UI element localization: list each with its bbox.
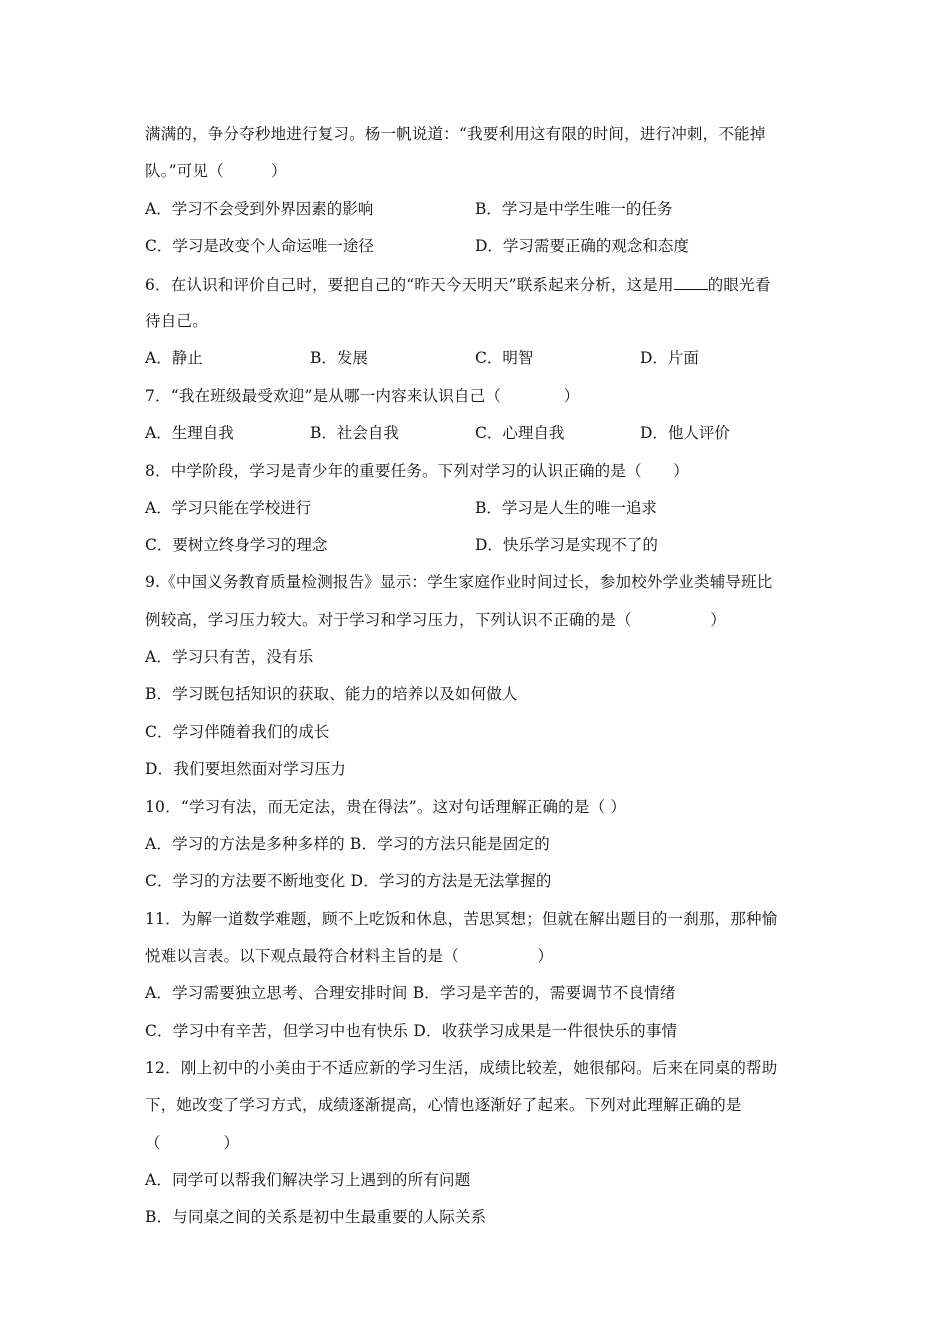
q11-options-cd: C．学习中有辛苦，但学习中也有快乐 D．收获学习成果是一件很快乐的事情 bbox=[145, 1022, 678, 1040]
q5-option-c: C．学习是改变个人命运唯一途径 bbox=[145, 237, 374, 255]
q12-option-b: B．与同桌之间的关系是初中生最重要的人际关系 bbox=[145, 1208, 487, 1226]
q8-option-a: A．学习只能在学校进行 bbox=[145, 499, 312, 517]
q8-stem-line-1: 8．中学阶段，学习是青少年的重要任务。下列对学习的认识正确的是（ ） bbox=[145, 462, 689, 480]
q5-stem-line-2: 队。”可见（ ） bbox=[145, 162, 287, 180]
q12-stem-line-3: （ ） bbox=[145, 1134, 240, 1152]
q7-option-c: C．心理自我 bbox=[475, 424, 565, 442]
q10-stem-line-1: 10．“学习有法，而无定法，贵在得法”。这对句话理解正确的是（ ） bbox=[145, 798, 627, 816]
q6-option-a: A．静止 bbox=[145, 349, 203, 367]
q7-option-d: D．他人评价 bbox=[640, 424, 730, 442]
q8-option-d: D．快乐学习是实现不了的 bbox=[475, 536, 658, 554]
q12-option-a: A．同学可以帮我们解决学习上遇到的所有问题 bbox=[145, 1171, 471, 1189]
q5-option-b: B．学习是中学生唯一的任务 bbox=[475, 200, 673, 218]
q7-option-a: A．生理自我 bbox=[145, 424, 234, 442]
q9-option-a: A．学习只有苦，没有乐 bbox=[145, 648, 314, 666]
q10-options-cd: C．学习的方法要不断地变化 D．学习的方法是无法掌握的 bbox=[145, 872, 552, 890]
q9-stem-line-2: 例较高，学习压力较大。对于学习和学习压力，下列认识不正确的是（ ） bbox=[145, 611, 726, 629]
q6-fill-blank bbox=[674, 274, 708, 290]
q7-stem-line-1: 7．“我在班级最受欢迎”是从哪一内容来认识自己（ ） bbox=[145, 387, 580, 405]
q7-option-b: B．社会自我 bbox=[310, 424, 399, 442]
q8-option-b: B．学习是人生的唯一追求 bbox=[475, 499, 657, 517]
q9-stem-line-1: 9.《中国义务教育质量检测报告》显示：学生家庭作业时间过长，参加校外学业类辅导班比 bbox=[145, 573, 773, 591]
q11-options-ab: A．学习需要独立思考、合理安排时间 B．学习是辛苦的，需要调节不良情绪 bbox=[145, 984, 676, 1002]
q6-stem-after-blank: 的眼光看 bbox=[707, 276, 771, 294]
q12-stem-line-1: 12．刚上初中的小美由于不适应新的学习生活，成绩比较差，她很郁闷。后来在同桌的帮助 bbox=[145, 1059, 778, 1077]
q5-options-row-2 bbox=[145, 236, 815, 256]
q9-option-d: D．我们要坦然面对学习压力 bbox=[145, 760, 347, 778]
q5-options-row-1 bbox=[145, 199, 815, 219]
q9-option-c: C．学习伴随着我们的成长 bbox=[145, 723, 330, 741]
q6-option-d: D．片面 bbox=[640, 349, 699, 367]
q10-options-ab: A．学习的方法是多种多样的 B．学习的方法只能是固定的 bbox=[145, 835, 550, 853]
q11-stem-line-2: 悦难以言表。以下观点最符合材料主旨的是（ ） bbox=[145, 947, 554, 965]
q7-options-row bbox=[145, 423, 815, 443]
q9-option-b: B．学习既包括知识的获取、能力的培养以及如何做人 bbox=[145, 685, 518, 703]
q8-options-row-2 bbox=[145, 535, 815, 555]
q6-option-b: B．发展 bbox=[310, 349, 368, 367]
q5-option-d: D．学习需要正确的观念和态度 bbox=[475, 237, 689, 255]
q8-options-row-1 bbox=[145, 498, 815, 518]
q8-option-c: C．要树立终身学习的理念 bbox=[145, 536, 328, 554]
q5-stem-line-1: 满满的，争分夺秒地进行复习。杨一帆说道：“我要利用这有限的时间，进行冲刺，不能掉 bbox=[145, 125, 766, 143]
q6-stem-line-1 bbox=[145, 274, 771, 295]
q6-option-c: C．明智 bbox=[475, 349, 534, 367]
q11-stem-line-1: 11．为解一道数学难题，顾不上吃饭和休息，苦思冥想；但就在解出题目的一刹那，那种愉 bbox=[145, 910, 778, 928]
q5-option-a: A．学习不会受到外界因素的影响 bbox=[145, 200, 374, 218]
q12-stem-line-2: 下，她改变了学习方式，成绩逐渐提高，心情也逐渐好了起来。下列对此理解正确的是 bbox=[145, 1096, 742, 1114]
q6-stem-before-blank: 6．在认识和评价自己时，要把自己的“昨天今天明天”联系起来分析，这是用 bbox=[145, 276, 674, 294]
q6-stem-line-2: 待自己。 bbox=[145, 312, 208, 330]
q6-options-row bbox=[145, 348, 815, 368]
